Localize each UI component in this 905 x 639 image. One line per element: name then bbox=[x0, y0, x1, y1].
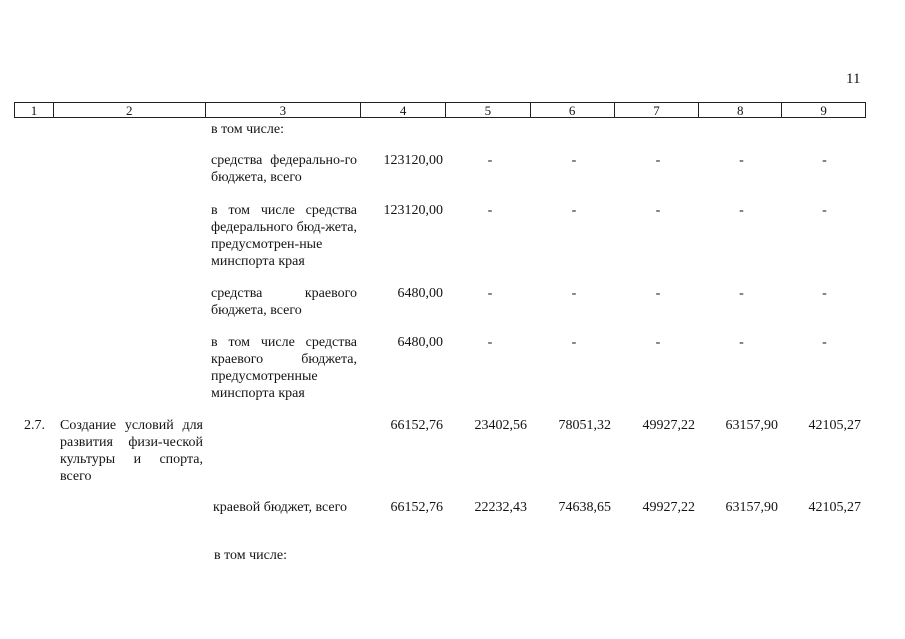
row-6-col8: 63157,90 bbox=[725, 500, 778, 515]
row-6-col7: 49927,22 bbox=[642, 500, 695, 515]
row-5-col7: 49927,22 bbox=[642, 418, 695, 433]
row-1-col7: - bbox=[655, 153, 661, 168]
row-2-col4: 123120,00 bbox=[383, 203, 443, 218]
row-3-col9: - bbox=[822, 286, 827, 301]
row-3-col8: - bbox=[739, 286, 744, 301]
header-col-7: 7 bbox=[615, 103, 700, 117]
row-5-col9: 42105,27 bbox=[808, 418, 861, 433]
header-col-4: 4 bbox=[361, 103, 446, 117]
header-col-3: 3 bbox=[206, 103, 362, 117]
page-number: 11 bbox=[846, 71, 861, 87]
row-2-col6: - bbox=[571, 203, 577, 218]
row-6-col4: 66152,76 bbox=[390, 500, 443, 515]
row-2-col5: - bbox=[487, 203, 493, 218]
row-2-col8: - bbox=[739, 203, 744, 218]
table-header-row bbox=[14, 102, 866, 118]
row-4-col5: - bbox=[487, 335, 493, 350]
row-6-description: краевой бюджет, всего bbox=[213, 500, 348, 515]
row-5-col8: 63157,90 bbox=[725, 418, 778, 433]
row-5-item-number: 2.7. bbox=[24, 418, 45, 433]
row-3-col4: 6480,00 bbox=[397, 286, 443, 301]
row-1-description: средства федерально-го бюджета, всего bbox=[211, 153, 357, 185]
row-6-col5: 22232,43 bbox=[474, 500, 527, 515]
row-3-col6: - bbox=[571, 286, 577, 301]
row-6-col6: 74638,65 bbox=[558, 500, 611, 515]
header-col-8: 8 bbox=[699, 103, 782, 117]
row-1-col5: - bbox=[487, 153, 493, 168]
row-4-description: в том числе средства краевого бюджета, предусмотренные минспорта края bbox=[211, 335, 357, 401]
row-4-col4: 6480,00 bbox=[397, 335, 443, 350]
header-col-1: 1 bbox=[15, 103, 54, 117]
row-5-item-title: Создание условий для развития физи-ческой культуры и спорта, всего bbox=[60, 418, 203, 484]
header-col-9: 9 bbox=[820, 103, 827, 118]
row-6-col9: 42105,27 bbox=[808, 500, 861, 515]
row-2-description: в том числе средства федерального бюд-жета, предусмотрен-ные минспорта края bbox=[211, 203, 357, 269]
row-4-col8: - bbox=[739, 335, 744, 350]
row-4-col7: - bbox=[655, 335, 661, 350]
row-1-col4: 123120,00 bbox=[383, 153, 443, 168]
row-5-col4: 66152,76 bbox=[390, 418, 443, 433]
header-col-2: 2 bbox=[54, 103, 206, 117]
row-1-col9: - bbox=[822, 153, 827, 168]
row-0-description: в том числе: bbox=[211, 122, 284, 137]
row-1-col6: - bbox=[571, 153, 577, 168]
row-3-col5: - bbox=[487, 286, 493, 301]
row-1-col8: - bbox=[739, 153, 744, 168]
row-5-col5: 23402,56 bbox=[474, 418, 527, 433]
row-7-description: в том числе: bbox=[214, 548, 287, 563]
row-3-col7: - bbox=[655, 286, 661, 301]
row-4-col6: - bbox=[571, 335, 577, 350]
row-2-col7: - bbox=[655, 203, 661, 218]
row-4-col9: - bbox=[822, 335, 827, 350]
header-col-6: 6 bbox=[531, 103, 615, 117]
header-col-5: 5 bbox=[446, 103, 531, 117]
row-5-col6: 78051,32 bbox=[558, 418, 611, 433]
row-2-col9: - bbox=[822, 203, 827, 218]
row-3-description: средства краевого бюджета, всего bbox=[211, 286, 357, 318]
